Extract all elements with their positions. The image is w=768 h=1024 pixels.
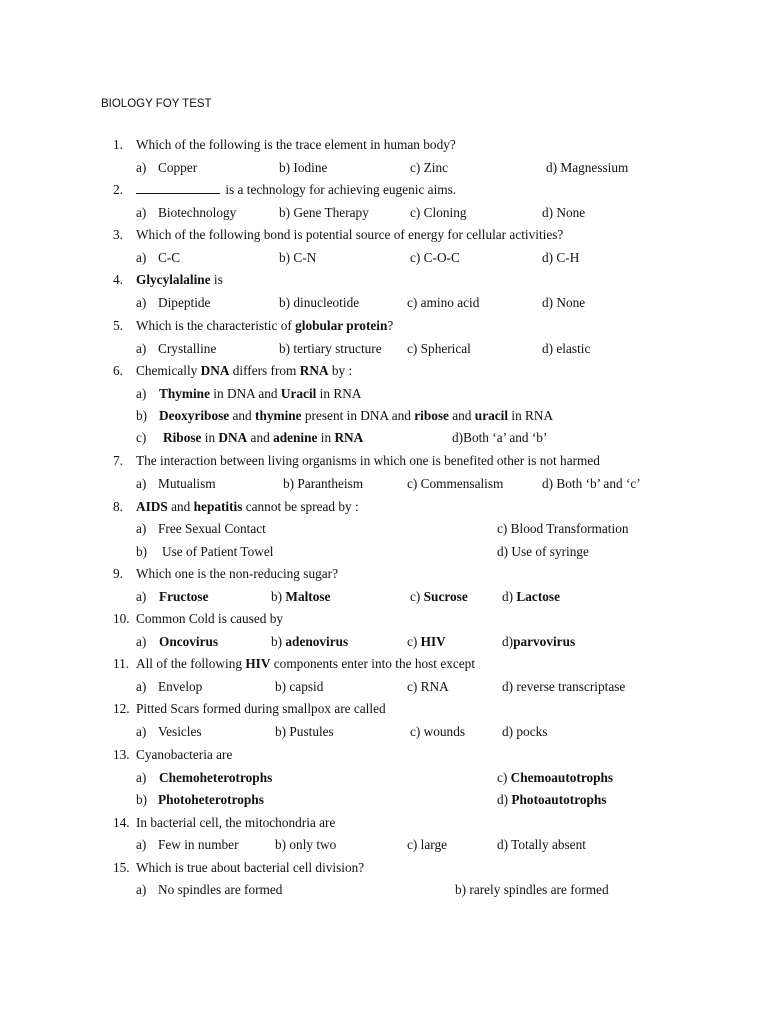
question-number: 15.	[113, 860, 130, 875]
option-a-label: a)	[136, 521, 147, 536]
question-text: Which of the following bond is potential source of energy for cellular activities?	[136, 227, 564, 242]
option-a: Fructose	[159, 589, 209, 604]
option-a-label: a)	[136, 295, 147, 310]
question-text: Which one is the non-reducing sugar?	[136, 566, 338, 581]
option-d: d) C-H	[542, 250, 580, 265]
question-number: 6.	[113, 363, 123, 378]
option-c: c) Spherical	[407, 341, 471, 356]
option-a: Chemoheterotrophs	[159, 770, 273, 785]
option-d: d) Totally absent	[497, 837, 586, 852]
question-number: 2.	[113, 182, 123, 197]
option-a: Biotechnology	[158, 205, 237, 220]
option-c: c) RNA	[407, 679, 449, 694]
option-b: Use of Patient Towel	[162, 544, 274, 559]
option-d: d) elastic	[542, 341, 591, 356]
question-text: is a technology for achieving eugenic aims.	[136, 182, 456, 198]
option-a-label: a)	[136, 882, 147, 897]
option-a-label: a)	[136, 386, 147, 401]
page-title: BIOLOGY FOY TEST	[101, 98, 212, 110]
option-a-label: a)	[136, 205, 147, 220]
option-b: b) dinucleotide	[279, 295, 360, 310]
option-b-label: b)	[136, 408, 148, 423]
option-d: d) Photoautotrophs	[497, 792, 607, 807]
question-text: All of the following HIV components enter into the host except	[136, 656, 476, 671]
option-a: No spindles are formed	[158, 882, 283, 897]
answer-blank	[136, 183, 220, 194]
option-c: c) Sucrose	[410, 589, 468, 604]
option-a: Mutualism	[158, 476, 216, 491]
option-b: b) capsid	[275, 679, 324, 694]
option-a: Dipeptide	[158, 295, 211, 310]
option-b-label: b)	[136, 792, 148, 807]
question-number: 14.	[113, 815, 130, 830]
option-a: Copper	[158, 160, 198, 175]
option-c: c) large	[407, 837, 447, 852]
option-b: b) Pustules	[275, 724, 334, 739]
option-c: c) Cloning	[410, 205, 467, 220]
option-c-label: c)	[136, 430, 147, 445]
option-c: c) Zinc	[410, 160, 449, 175]
question-text: Pitted Scars formed during smallpox are called	[136, 701, 386, 716]
option-a-label: a)	[136, 476, 147, 491]
question-number: 7.	[113, 453, 123, 468]
option-d: d) None	[542, 295, 586, 310]
option-d: d)parvovirus	[502, 634, 576, 649]
question-number: 10.	[113, 611, 130, 626]
question-text: Common Cold is caused by	[136, 611, 283, 626]
option-a-label: a)	[136, 724, 147, 739]
option-a-label: a)	[136, 837, 147, 852]
question-text: Which is true about bacterial cell division?	[136, 860, 365, 875]
question-number: 13.	[113, 747, 130, 762]
option-a: Thymine in DNA and Uracil in RNA	[159, 386, 362, 401]
option-a-label: a)	[136, 679, 147, 694]
option-a-label: a)	[136, 634, 147, 649]
option-b: b) Gene Therapy	[279, 205, 369, 220]
option-b-label: b)	[136, 544, 148, 559]
option-a: Few in number	[158, 837, 239, 852]
question-number: 8.	[113, 499, 123, 514]
question-text: AIDS and hepatitis cannot be spread by :	[136, 499, 359, 514]
option-d: d)Both ‘a’ and ‘b’	[452, 430, 548, 445]
option-b: b) Iodine	[279, 160, 328, 175]
question-number: 1.	[113, 137, 123, 152]
option-c: Ribose in DNA and adenine in RNA	[163, 430, 364, 445]
option-b: Photoheterotrophs	[158, 792, 264, 807]
question-text: In bacterial cell, the mitochondria are	[136, 815, 336, 830]
option-d: d) Use of syringe	[497, 544, 589, 559]
option-c: c) amino acid	[407, 295, 480, 310]
option-b: b) tertiary structure	[279, 341, 382, 356]
option-c: c) Chemoautotrophs	[497, 770, 614, 785]
option-b: Deoxyribose and thymine present in DNA and ribose and uracil in RNA	[159, 408, 554, 423]
option-b: b) Maltose	[271, 589, 331, 604]
option-d: d) pocks	[502, 724, 548, 739]
question-number: 11.	[113, 656, 130, 671]
question-number: 9.	[113, 566, 123, 581]
option-c: c) HIV	[407, 634, 446, 649]
option-a-label: a)	[136, 341, 147, 356]
option-a: Crystalline	[158, 341, 217, 356]
question-text: Cyanobacteria are	[136, 747, 233, 762]
question-number: 5.	[113, 318, 123, 333]
option-b: b) only two	[275, 837, 337, 852]
option-d: d) Lactose	[502, 589, 560, 604]
option-a: Free Sexual Contact	[158, 521, 266, 536]
option-a-label: a)	[136, 160, 147, 175]
option-a-label: a)	[136, 250, 147, 265]
option-a-label: a)	[136, 770, 147, 785]
question-number: 12.	[113, 701, 130, 716]
question-text: Chemically DNA differs from RNA by :	[136, 363, 353, 378]
question-number: 3.	[113, 227, 123, 242]
option-a: Oncovirus	[159, 634, 219, 649]
option-c: c) Blood Transformation	[497, 521, 629, 536]
option-a: Vesicles	[158, 724, 202, 739]
option-b: b) rarely spindles are formed	[455, 882, 609, 897]
question-text: The interaction between living organisms in which one is benefited other is not harmed	[136, 453, 600, 468]
option-d: d) reverse transcriptase	[502, 679, 626, 694]
option-a: Envelop	[158, 679, 203, 694]
option-c: c) C-O-C	[410, 250, 460, 265]
option-d: d) Both ‘b’ and ‘c’	[542, 476, 641, 491]
option-c: c) Commensalism	[407, 476, 504, 491]
option-d: d) None	[542, 205, 586, 220]
option-c: c) wounds	[410, 724, 466, 739]
question-text: Which of the following is the trace element in human body?	[136, 137, 456, 152]
question-number: 4.	[113, 272, 123, 287]
option-a-label: a)	[136, 589, 147, 604]
option-b: b) adenovirus	[271, 634, 349, 649]
option-b: b) C-N	[279, 250, 317, 265]
option-a: C-C	[158, 250, 181, 265]
option-b: b) Parantheism	[283, 476, 364, 491]
question-text: Glycylalaline is	[136, 272, 223, 287]
question-text: Which is the characteristic of globular protein?	[136, 318, 394, 333]
option-d: d) Magnessium	[546, 160, 629, 175]
